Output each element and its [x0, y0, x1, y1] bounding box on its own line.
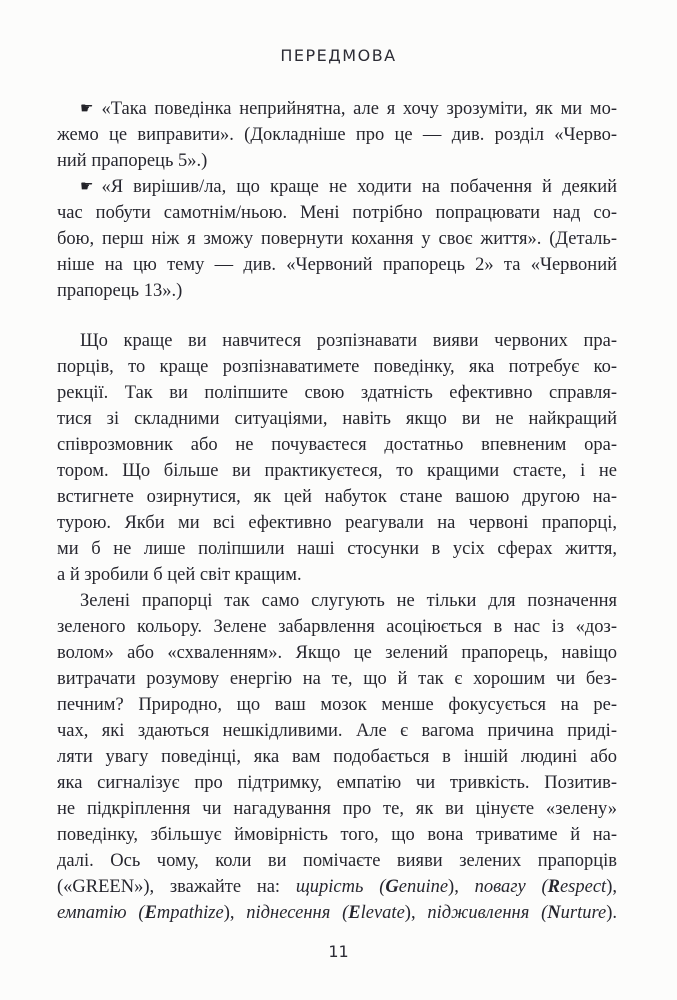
text-segment: ),	[448, 877, 475, 897]
text-line	[57, 874, 617, 900]
text-segment: чах, які здаються нешкідливими. Але є вагома причина приді-	[57, 721, 617, 741]
text-line	[57, 666, 617, 692]
text-segment: ний прапорець 5».)	[57, 151, 208, 171]
page-number: 11	[328, 942, 349, 961]
text-segment: R	[547, 877, 560, 897]
text-segment: urture	[560, 903, 607, 923]
text-segment: (	[525, 877, 548, 897]
text-segment: рекції. Так ви поліпшите свою здатність ефективно справля-	[57, 383, 617, 403]
text-segment: «Така поведінка неприйнятна, але я хочу зрозуміти, як ми мо-	[101, 99, 617, 119]
text-line	[57, 562, 617, 588]
text-segment: емпатію	[57, 903, 127, 923]
text-segment: G	[385, 877, 399, 897]
text-segment: підживлення	[427, 903, 530, 923]
text-line	[57, 328, 617, 354]
text-line	[57, 122, 617, 148]
text-segment: ніше на цю тему — див. «Червоний прапорець 2» та «Червоний	[57, 255, 617, 275]
text-segment: порців, то краще розпізнаватимете поведінку, яка потребує ко-	[57, 357, 617, 377]
text-line	[57, 252, 617, 278]
text-segment: поведінку, збільшує ймовірність того, що вона триватиме й на-	[57, 825, 617, 845]
text-segment: ),	[404, 903, 428, 923]
body-paragraph-green-flags	[57, 588, 617, 926]
text-line	[57, 354, 617, 380]
text-line	[57, 692, 617, 718]
text-segment: далі. Ось чому, коли ви помічаєте вияви зелених прапорців	[57, 851, 617, 871]
text-segment: mpathize	[156, 903, 224, 923]
text-line	[57, 848, 617, 874]
text-segment: N	[547, 903, 561, 923]
text-line	[57, 770, 617, 796]
text-line	[57, 822, 617, 848]
text-line	[57, 432, 617, 458]
text-line	[57, 536, 617, 562]
text-line	[57, 380, 617, 406]
text-line	[57, 744, 617, 770]
text-line	[57, 406, 617, 432]
text-segment: ми б не лише поліпшили наші стосунки в усіх сферах життя,	[57, 539, 617, 559]
text-segment: (	[529, 903, 548, 923]
text-line	[57, 200, 617, 226]
bullet-quote-2	[57, 174, 617, 304]
text-segment: enuine	[398, 877, 449, 897]
text-segment: ),	[223, 903, 247, 923]
text-segment: тором. Що більше ви практикуєтеся, то кращими стаєте, і не	[57, 461, 617, 481]
text-segment: espect	[559, 877, 607, 897]
text-segment: встигнете озирнутися, як цей набуток стане вашою другою на-	[57, 487, 617, 507]
text-line	[57, 458, 617, 484]
page-header: ПЕРЕДМОВА	[280, 46, 397, 65]
text-segment: E	[348, 903, 361, 923]
text-segment: жемо це виправити». (Докладніше про це — див. розділ «Черво-	[57, 125, 617, 145]
body-paragraph-red-flags	[57, 328, 617, 588]
text-segment: турою. Якби ми всі ефективно реагували на червоні прапорці,	[57, 513, 617, 533]
text-segment: зеленого кольору. Зелене забарвлення асоціюється в нас із «доз-	[57, 617, 617, 637]
pointing-hand-icon: ☛	[80, 99, 94, 117]
text-line	[57, 588, 617, 614]
pointing-hand-icon: ☛	[80, 177, 94, 195]
text-segment: а й зробили б цей світ кращим.	[57, 565, 302, 585]
text-segment: співрозмовник або не почуваєтеся достатньо впевненим ора-	[57, 435, 617, 455]
text-line	[57, 900, 617, 926]
text-line	[57, 148, 617, 174]
text-segment: прапорець 13».)	[57, 281, 183, 301]
text-segment: (	[363, 877, 386, 897]
page-body	[57, 96, 617, 926]
text-line	[57, 640, 617, 666]
text-segment: печним? Природно, що ваш мозок менше фокусується на ре-	[57, 695, 617, 715]
text-segment: ),	[606, 877, 617, 897]
text-segment: щирість	[295, 877, 364, 897]
text-segment: час побути самотнім/ньою. Мені потрібно попрацювати над со-	[57, 203, 617, 223]
text-segment: Зелені прапорці так само слугують не тільки для позначення	[80, 591, 617, 611]
text-line	[57, 718, 617, 744]
text-segment: не підкріплення чи нагадування про те, як ви цінуєте «зелену»	[57, 799, 617, 819]
text-segment: («GREEN»), зважайте на:	[57, 877, 296, 897]
text-line	[57, 614, 617, 640]
text-line	[57, 278, 617, 304]
text-segment: витрачати розумову енергію на те, що й так є хорошим чи без-	[57, 669, 617, 689]
text-segment: (	[330, 903, 349, 923]
text-segment: (	[126, 903, 145, 923]
text-segment: бою, перш ніж я зможу повернути кохання у своє життя». (Деталь-	[57, 229, 617, 249]
text-segment: яка сигналізує про підтримку, емпатію чи тривкість. Позитив-	[57, 773, 617, 793]
text-segment: піднесення	[246, 903, 331, 923]
text-segment: волом» або «схваленням». Якщо це зелений прапорець, навіщо	[57, 643, 617, 663]
text-line	[57, 796, 617, 822]
text-line	[57, 96, 617, 122]
text-segment: ).	[606, 903, 618, 923]
text-segment: тися зі складними ситуаціями, навіть якщо ви не найкращий	[57, 409, 617, 429]
text-segment: повагу	[474, 877, 526, 897]
bullet-quote-1	[57, 96, 617, 174]
text-segment: ляти увагу поведінці, яка вам подобається в іншій людині або	[57, 747, 617, 767]
text-line	[57, 510, 617, 536]
text-segment: E	[144, 903, 157, 923]
text-line	[57, 484, 617, 510]
text-line	[57, 226, 617, 252]
text-segment: «Я вирішив/ла, що краще не ходити на побачення й деякий	[101, 177, 617, 197]
text-segment: Що краще ви навчитеся розпізнавати вияви червоних пра-	[80, 331, 617, 351]
text-segment: levate	[360, 903, 405, 923]
text-line	[57, 174, 617, 200]
